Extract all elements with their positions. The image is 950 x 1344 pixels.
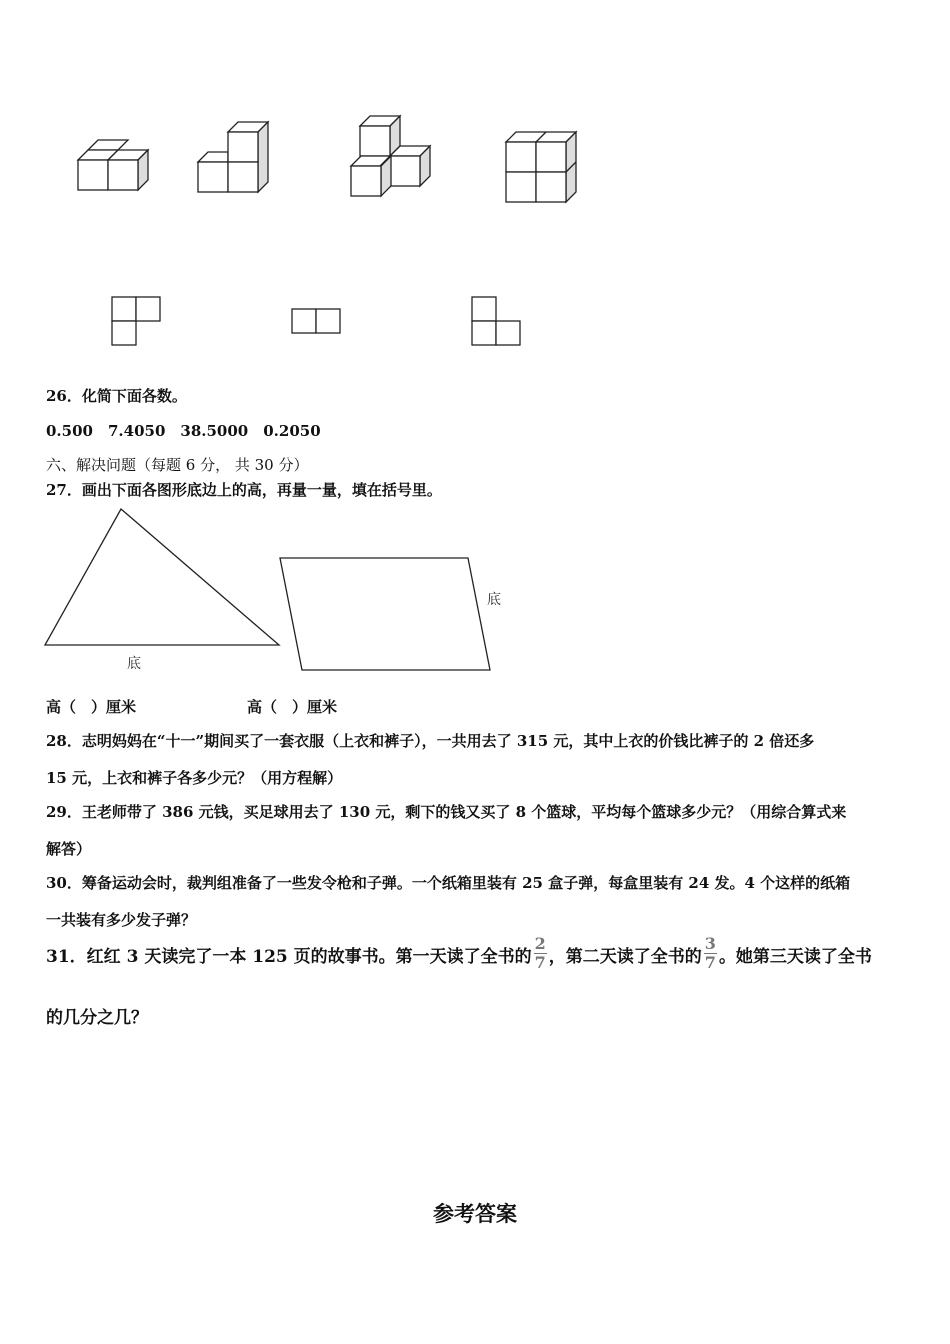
cube-figure-3 xyxy=(346,112,436,202)
question-27-title: 27．画出下面各图形底边上的高，再量一量，填在括号里。 xyxy=(46,481,442,499)
view-figure-3 xyxy=(471,296,523,348)
question-28-line1: 28．志明妈妈在“十一”期间买了一套衣服（上衣和裤子），一共用去了 315 元，其中上衣的价钱比裤子的 2 倍还多 xyxy=(46,732,815,750)
question-29-line2: 解答） xyxy=(46,840,92,858)
question-31-line1 xyxy=(46,934,872,975)
question-31-part1: 31．红红 3 天读完了一本 125 页的故事书。第一天读了全书的 xyxy=(46,947,532,967)
fraction-2-7: $\frac{2}{7}$ xyxy=(534,934,546,972)
question-26-numbers: 0.500 7.4050 38.5000 0.2050 xyxy=(46,422,321,440)
question-26-title: 26．化简下面各数。 xyxy=(46,387,187,405)
geometry-figures xyxy=(40,500,560,680)
cube-figure-4 xyxy=(502,126,582,206)
fraction-3-7: $\frac{3}{7}$ xyxy=(704,934,716,972)
question-28-line2: 15 元，上衣和裤子各多少元？（用方程解） xyxy=(46,769,343,787)
view-figure-2 xyxy=(291,308,343,336)
question-31-part3: 。她第三天读了全书 xyxy=(718,947,872,967)
answers-heading: 参考答案 xyxy=(433,1202,517,1226)
view-figure-1 xyxy=(111,296,163,348)
answer-blank-parallelogram[interactable]: 高（ ）厘米 xyxy=(247,698,338,716)
parallelogram-base-label: 底 xyxy=(487,592,501,608)
cube-figure-2 xyxy=(194,118,274,198)
question-30-line2: 一共装有多少发子弹？ xyxy=(46,911,197,929)
parallelogram-shape xyxy=(280,558,490,670)
question-31-line2: 的几分之几？ xyxy=(46,1008,148,1028)
question-29-line1: 29．王老师带了 386 元钱，买足球用去了 130 元，剩下的钱又买了 8 个篮球，平均每个篮球多少元？（用综合算式来 xyxy=(46,803,847,821)
triangle-base-label: 底 xyxy=(127,656,141,672)
triangle-shape xyxy=(45,509,279,645)
question-30-line1: 30．筹备运动会时，裁判组准备了一些发令枪和子弹。一个纸箱里装有 25 盒子弹，每盒里装有 24 发。4 个这样的纸箱 xyxy=(46,874,851,892)
answer-blank-triangle[interactable]: 高（ ）厘米 xyxy=(46,698,137,716)
section-6-heading: 六、解决问题（每题 6 分， 共 30 分） xyxy=(46,456,309,474)
question-31-part2: ，第二天读了全书的 xyxy=(548,947,702,967)
cube-figure-1 xyxy=(72,136,152,196)
